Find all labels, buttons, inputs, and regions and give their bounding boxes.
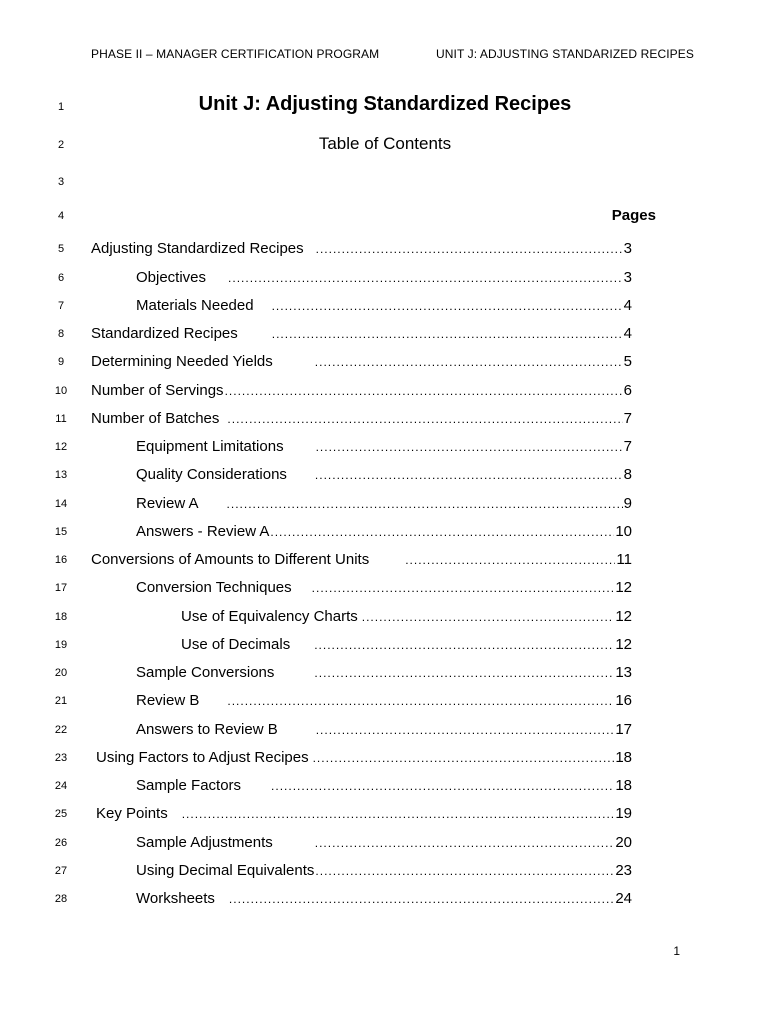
line-number: 11 xyxy=(55,413,67,425)
toc-entry xyxy=(91,382,632,402)
toc-entry xyxy=(96,749,632,769)
dot-leader xyxy=(313,751,615,765)
line-number: 18 xyxy=(54,611,68,623)
line-number: 5 xyxy=(57,243,65,255)
line-number: 21 xyxy=(54,695,68,707)
dot-leader xyxy=(270,525,614,539)
dot-leader xyxy=(405,553,615,567)
toc-entry xyxy=(136,466,632,486)
toc-entry-page: 12 xyxy=(615,636,632,653)
line-number: 27 xyxy=(54,865,68,877)
dot-leader xyxy=(316,440,623,454)
line-number: 14 xyxy=(54,498,68,510)
toc-entry-page: 10 xyxy=(615,523,632,540)
dot-leader xyxy=(314,638,614,652)
dot-leader xyxy=(316,723,615,737)
toc-entry-page: 17 xyxy=(615,721,632,738)
dot-leader xyxy=(227,412,622,426)
line-number: 20 xyxy=(54,667,68,679)
dot-leader xyxy=(182,807,615,821)
line-number: 6 xyxy=(57,272,65,284)
line-number: 16 xyxy=(54,554,68,566)
toc-entry-label: Quality Considerations xyxy=(136,466,287,483)
toc-entry-page: 4 xyxy=(623,325,632,342)
dot-leader xyxy=(227,497,623,511)
toc-entry-page: 19 xyxy=(615,805,632,822)
dot-leader xyxy=(316,242,623,256)
line-number: 26 xyxy=(54,837,68,849)
line-number: 23 xyxy=(54,752,68,764)
toc-entry xyxy=(136,777,632,797)
toc-entry-label: Conversions of Amounts to Different Units xyxy=(91,551,370,568)
toc-entry xyxy=(136,721,632,741)
dot-leader xyxy=(227,694,614,708)
toc-entry-label: Review A xyxy=(136,495,199,512)
toc-entry xyxy=(181,636,632,656)
line-number: 8 xyxy=(57,328,65,340)
toc-entry-label: Using Factors to Adjust Recipes xyxy=(96,749,309,766)
toc-entry xyxy=(91,551,632,571)
toc-entry xyxy=(136,438,632,458)
line-number: 7 xyxy=(57,300,65,312)
toc-entry-label: Answers to Review B xyxy=(136,721,278,738)
line-number: 17 xyxy=(54,582,68,594)
dot-leader xyxy=(225,384,623,398)
toc-entry-page: 16 xyxy=(615,692,632,709)
toc-entry-label: Answers - Review A xyxy=(136,523,270,540)
dot-leader xyxy=(315,355,623,369)
line-number: 13 xyxy=(54,469,68,481)
line-number: 9 xyxy=(57,356,65,368)
toc-entry-page: 7 xyxy=(623,438,632,455)
toc-entry-page: 8 xyxy=(623,466,632,483)
toc-entry-label: Materials Needed xyxy=(136,297,254,314)
toc-entry-label: Using Decimal Equivalents xyxy=(136,862,315,879)
dot-leader xyxy=(312,581,615,595)
dot-leader xyxy=(229,892,614,906)
toc-entry-page: 11 xyxy=(616,551,632,568)
toc-entry xyxy=(136,269,632,289)
line-number: 12 xyxy=(54,441,68,453)
toc-entry-page: 3 xyxy=(623,240,632,257)
toc-entry-page: 18 xyxy=(615,749,632,766)
toc-entry-page: 4 xyxy=(623,297,632,314)
toc-entry xyxy=(136,297,632,317)
dot-leader xyxy=(314,666,614,680)
toc-entry-page: 9 xyxy=(623,495,632,512)
toc-entry-label: Determining Needed Yields xyxy=(91,353,273,370)
toc-entry-page: 12 xyxy=(615,608,632,625)
toc-entry-label: Objectives xyxy=(136,269,207,286)
toc-entry xyxy=(136,523,632,543)
dot-leader xyxy=(362,610,615,624)
toc-entry-label: Adjusting Standardized Recipes xyxy=(91,240,304,257)
toc-entry-page: 7 xyxy=(623,410,632,427)
running-header-left: PHASE II – MANAGER CERTIFICATION PROGRAM xyxy=(91,47,380,61)
document-subtitle: Table of Contents xyxy=(318,134,452,153)
toc-entry-label: Number of Servings xyxy=(91,382,224,399)
line-number: 15 xyxy=(54,526,68,538)
toc-entry-label: Use of Decimals xyxy=(181,636,291,653)
toc-entry-label: Sample Conversions xyxy=(136,664,275,681)
toc-entry-label: Review B xyxy=(136,692,200,709)
running-header-right: UNIT J: ADJUSTING STANDARIZED RECIPES xyxy=(436,47,694,61)
page-number: 1 xyxy=(673,944,680,958)
toc-entry xyxy=(136,664,632,684)
toc-entry-label: Worksheets xyxy=(136,890,215,907)
line-number: 3 xyxy=(57,176,65,188)
dot-leader xyxy=(315,468,623,482)
toc-entry xyxy=(136,495,632,515)
line-number: 19 xyxy=(54,639,68,651)
toc-entry xyxy=(91,410,632,430)
toc-entry-page: 12 xyxy=(615,579,632,596)
toc-entry xyxy=(91,240,632,260)
line-number: 4 xyxy=(57,210,65,222)
toc-entry xyxy=(136,862,632,882)
toc-entry xyxy=(91,353,632,373)
toc-entry-page: 3 xyxy=(623,269,632,286)
dot-leader xyxy=(271,779,614,793)
dot-leader xyxy=(228,271,623,285)
toc-entry-label: Standardized Recipes xyxy=(91,325,238,342)
toc-entry-label: Sample Adjustments xyxy=(136,834,273,851)
toc-entry xyxy=(136,890,632,910)
toc-entry xyxy=(181,608,632,628)
toc-entry-label: Conversion Techniques xyxy=(136,579,292,596)
line-number: 1 xyxy=(57,101,65,113)
toc-entry xyxy=(136,692,632,712)
toc-entry-page: 6 xyxy=(623,382,632,399)
toc-entry-label: Use of Equivalency Charts xyxy=(181,608,358,625)
dot-leader xyxy=(315,836,615,850)
line-number: 28 xyxy=(54,893,68,905)
line-number: 22 xyxy=(54,724,68,736)
toc-entry xyxy=(96,805,632,825)
toc-entry-label: Equipment Limitations xyxy=(136,438,284,455)
toc-entry-page: 20 xyxy=(615,834,632,851)
toc-entry-label: Key Points xyxy=(96,805,168,822)
dot-leader xyxy=(315,864,614,878)
line-number: 24 xyxy=(54,780,68,792)
toc-entry-label: Number of Batches xyxy=(91,410,220,427)
toc-entry xyxy=(136,579,632,599)
toc-entry xyxy=(136,834,632,854)
toc-entry-page: 23 xyxy=(615,862,632,879)
line-number: 10 xyxy=(54,385,68,397)
toc-entry-page: 18 xyxy=(615,777,632,794)
toc-entry-page: 5 xyxy=(623,353,632,370)
line-number: 25 xyxy=(54,808,68,820)
toc-entry xyxy=(91,325,632,345)
toc-entry-label: Sample Factors xyxy=(136,777,242,794)
toc-entry-page: 13 xyxy=(615,664,632,681)
document-title: Unit J: Adjusting Standardized Recipes xyxy=(198,93,572,115)
line-number: 2 xyxy=(57,139,65,151)
pages-column-label: Pages xyxy=(611,207,656,224)
toc-entry-page: 24 xyxy=(615,890,632,907)
dot-leader xyxy=(272,299,623,313)
dot-leader xyxy=(272,327,623,341)
